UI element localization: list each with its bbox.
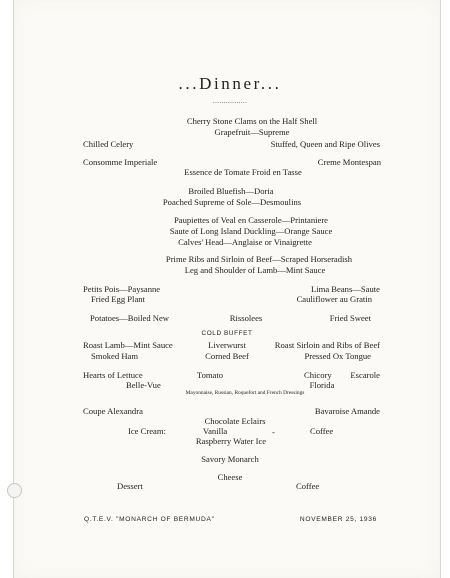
- salad-item-escarole: Escarole: [350, 370, 380, 380]
- buffet-item-ox-tongue: Pressed Ox Tongue: [304, 351, 371, 361]
- buffet-item-roast-sirloin: Roast Sirloin and Ribs of Beef: [274, 340, 380, 350]
- footer-ship-name: Q.T.E.V. "MONARCH OF BERMUDA": [84, 516, 215, 523]
- punch-hole: [7, 483, 22, 498]
- buffet-item-liverwurst: Liverwurst: [208, 340, 246, 350]
- dessert-item-raspberry: Raspberry Water Ice: [195, 436, 267, 446]
- menu-item-creme-montespan: Creme Montespan: [317, 157, 381, 167]
- menu-item-celery: Chilled Celery: [83, 139, 134, 149]
- menu-item-cheese: Cheese: [217, 472, 243, 482]
- salad-item-tomato: Tomato: [196, 370, 224, 380]
- menu-item-grapefruit: Grapefruit—Supreme: [214, 127, 290, 137]
- menu-item-rissolees: Rissolees: [229, 313, 263, 323]
- dessert-item-coffee: Coffee: [310, 426, 334, 436]
- menu-item-sole: Poached Supreme of Sole—Desmoulins: [162, 197, 302, 207]
- dessert-item-vanilla: Vanilla: [202, 426, 228, 436]
- dessert-item-coupe: Coupe Alexandra: [83, 406, 143, 416]
- dessert-item-eclairs: Chocolate Eclairs: [204, 416, 266, 426]
- dessert-item-bavaroise: Bavaroise Amande: [314, 406, 380, 416]
- menu-item-eggplant: Fried Egg Plant: [91, 294, 145, 304]
- menu-title: ...Dinner...: [178, 74, 282, 93]
- title-divider: ................: [212, 98, 248, 105]
- menu-item-bluefish: Broiled Bluefish—Doria: [188, 186, 274, 196]
- footer-date: NOVEMBER 25, 1936: [299, 516, 377, 523]
- menu-item-prime-ribs: Prime Ribs and Sirloin of Beef—Scraped Horseradish: [165, 254, 353, 264]
- salad-item-hearts: Hearts of Lettuce: [83, 370, 143, 380]
- menu-item-cauliflower: Cauliflower au Gratin: [296, 294, 372, 304]
- menu-item-potatoes: Potatoes—Boiled New: [90, 313, 170, 323]
- buffet-item-smoked-ham: Smoked Ham: [91, 351, 139, 361]
- menu-item-olives: Stuffed, Queen and Ripe Olives: [270, 139, 380, 149]
- buffet-item-roast-lamb: Roast Lamb—Mint Sauce: [83, 340, 173, 350]
- salad-item-florida: Florida: [309, 380, 335, 390]
- menu-item-clams: Cherry Stone Clams on the Half Shell: [186, 116, 318, 126]
- menu-item-consomme: Consomme Imperiale: [83, 157, 158, 167]
- menu-item-paupiettes: Paupiettes of Veal en Casserole—Printaniere: [173, 215, 329, 225]
- menu-item-leg-lamb: Leg and Shoulder of Lamb—Mint Sauce: [184, 265, 326, 275]
- menu-item-fried-sweet: Fried Sweet: [329, 313, 371, 323]
- menu-item-savory: Savory Monarch: [201, 454, 259, 464]
- menu-item-lima-beans: Lima Beans—Saute: [311, 284, 380, 294]
- dessert-dash: -: [272, 427, 275, 437]
- dessert-ice-cream-label: Ice Cream:: [128, 426, 166, 436]
- menu-item-calves-head: Calves' Head—Anglaise or Vinaigrette: [178, 237, 312, 247]
- buffet-item-corned-beef: Corned Beef: [205, 351, 249, 361]
- salad-item-chicory: Chicory: [304, 370, 332, 380]
- menu-item-duckling: Saute of Long Island Duckling—Orange Sauce: [169, 226, 333, 236]
- menu-item-coffee: Coffee: [296, 481, 320, 491]
- menu-item-essence: Essence de Tomate Froid en Tasse: [184, 167, 302, 177]
- salad-dressings-note: Mayonnaise, Russian, Roquefort and French Dressings: [185, 390, 305, 396]
- cold-buffet-heading: COLD BUFFET: [201, 330, 253, 337]
- menu-item-petits-pois: Petits Pois—Paysanne: [83, 284, 161, 294]
- menu-item-dessert: Dessert: [117, 481, 143, 491]
- salad-item-belle-vue: Belle-Vue: [126, 380, 161, 390]
